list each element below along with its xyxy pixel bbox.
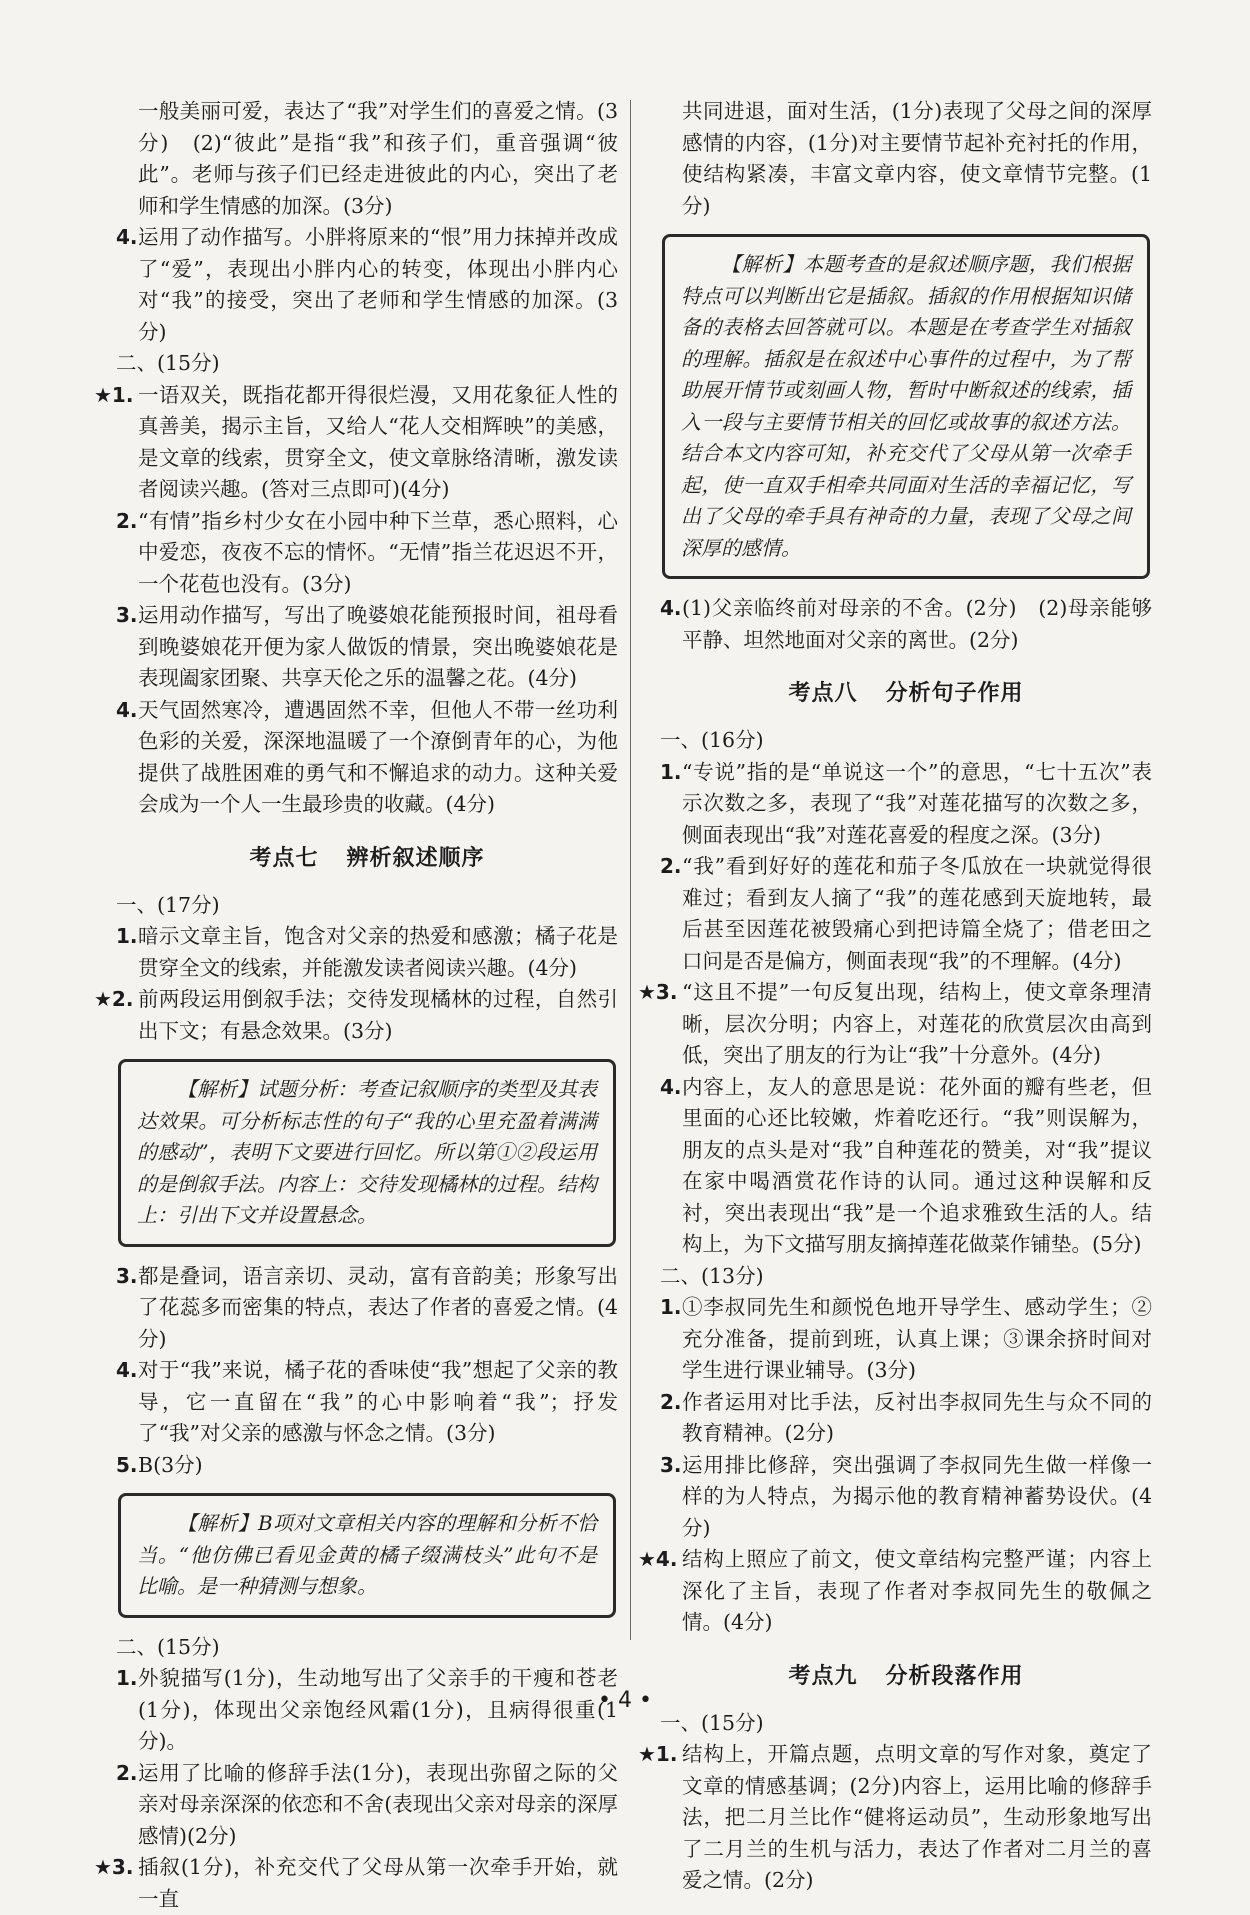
list-item: ★1. 结构上，开篇点题，点明文章的写作对象，奠定了文章的情感基调；(2分)内容上，运用比喻的修辞手法，把二月兰比作“健将运动员”，生动形象地写出了二月兰的生机与活力，表达了作者对二月兰的喜爱之情。(2分)	[638, 1742, 1152, 1892]
section-heading-7: 考点七 辨析叙述顺序	[249, 845, 485, 871]
list-item: 2. “有情”指乡村少女在小园中种下兰草，悉心照料，心中爱恋，夜夜不忘的情怀。“无情”指兰花迟迟不开，一个花苞也没有。(3分)	[116, 508, 618, 596]
section-heading-8: 考点八 分析句子作用	[788, 681, 1024, 706]
analysis-box: 【解析】试题分析：考查记叙顺序的类型及其表达效果。可分析标志性的句子“我的心里充盈着满满的感动”，表明下文要进行回忆。所以第①②段运用的是倒叙手法。内容上：交待发现橘林的过程。结构上：引出下文并设置悬念。	[118, 1059, 616, 1247]
list-item: ★4. 结构上照应了前文，使文章结构完整严谨；内容上深化了主旨，表现了作者对李叔同先生的敬佩之情。(4分)	[638, 1547, 1152, 1634]
continued-paragraph: 共同进退，面对生活，(1分)表现了父母之间的深厚感情的内容，(1分)对主要情节起补充衬托的作用，使结构紧凑，丰富文章内容，使文章情节完整。(1分)	[682, 99, 1152, 218]
section-heading-9: 考点九 分析段落作用	[788, 1663, 1024, 1689]
list-item: ★1. 一语双关，既指花都开得很烂漫，又用花象征人性的真善美，揭示主旨，又给人“花人交相辉映”的美感，是文章的线索，贯穿全文，使文章脉络清晰，激发读者阅读兴趣。(答对三点即可)(4分)	[94, 382, 618, 501]
list-item: 5. B(3分)	[116, 1452, 203, 1477]
column-divider	[630, 100, 631, 1640]
list-item: 2. 运用了比喻的修辞手法(1分)，表现出弥留之际的父亲对母亲深深的依恋和不舍(表现出父亲对母亲的深厚感情)(2分)	[116, 1760, 618, 1848]
list-item: ★3. 插叙(1分)，补充交代了父母从第一次牵手开始，就一直	[94, 1855, 618, 1911]
list-item: 1. 外貌描写(1分)，生动地写出了父亲手的干瘦和苍老(1分)，体现出父亲饱经风霜(1分)，且病得很重(1分)。	[116, 1666, 618, 1753]
right-column	[638, 96, 1152, 1897]
left-column	[94, 96, 618, 1915]
part-header: 二、(15分)	[116, 1634, 220, 1659]
page-number: • 4 •	[598, 1688, 652, 1713]
list-item: ★2. 前两段运用倒叙手法；交待发现橘林的过程，自然引出下文；有悬念效果。(3分)	[94, 987, 618, 1043]
intro-paragraph: 一般美丽可爱，表达了“我”对学生们的喜爱之情。(3分) (2)“彼此”是指“我”和孩子们，重音强调“彼此”。老师与孩子们已经走进彼此的内心，突出了老师和学生情感的加深。(3分)	[138, 99, 618, 218]
part-header: 一、(17分)	[116, 892, 220, 917]
list-item: 1. ①李叔同先生和颜悦色地开导学生、感动学生；②充分准备，提前到班，认真上课；③课余挤时间对学生进行课业辅导。(3分)	[660, 1295, 1152, 1382]
list-item: 3. 运用动作描写，写出了晚婆娘花能预报时间，祖母看到晚婆娘花开便为家人做饭的情景，突出晚婆娘花是表现阖家团聚、共享天伦之乐的温馨之花。(4分)	[116, 603, 618, 690]
list-item: 3. 都是叠词，语言亲切、灵动，富有音韵美；形象写出了花蕊多而密集的特点，表达了作者的喜爱之情。(4分)	[116, 1263, 618, 1351]
analysis-box: 【解析】本题考查的是叙述顺序题，我们根据特点可以判断出它是插叙。插叙的作用根据知识储备的表格去回答就可以。本题是在考查学生对插叙的理解。插叙是在叙述中心事件的过程中，为了帮助展开情节或刻画人物，暂时中断叙述的线索，插入一段与主要情节相关的回忆或故事的叙述方法。结合本文内容可知，补充交代了父母从第一次牵手起，使一直双手相牵共同面对生活的幸福记忆，写出了父母的牵手具有神奇的力量，表现了父母之间深厚的感情。	[662, 234, 1150, 579]
list-item: ★3. “这且不提”一句反复出现，结构上，使文章条理清晰，层次分明；内容上，对莲花的欣赏层次由高到低，突出了朋友的行为让“我”十分意外。(4分)	[638, 980, 1152, 1067]
list-item: 1. “专说”指的是“单说这一个”的意思，“七十五次”表示次数之多，表现了“我”对莲花描写的次数之多，侧面表现出“我”对莲花喜爱的程度之深。(3分)	[660, 759, 1152, 847]
list-item: 4. 对于“我”来说，橘子花的香味使“我”想起了父亲的教导，它一直留在“我”的心中影响着“我”；抒发了“我”对父亲的感激与怀念之情。(3分)	[116, 1358, 618, 1445]
part-header: 二、(15分)	[116, 351, 220, 375]
part-header: 一、(15分)	[660, 1710, 764, 1735]
list-item: 2. “我”看到好好的莲花和茄子冬瓜放在一块就觉得很难过；看到友人摘了“我”的莲花感到天旋地转，最后甚至因莲花被毁痛心到把诗篇全烧了；借老田之口问是否是偏方，侧面表现“我”的不理解。(4分)	[660, 854, 1152, 973]
part-header: 二、(13分)	[660, 1263, 764, 1288]
list-item: 2. 作者运用对比手法，反衬出李叔同先生与众不同的教育精神。(2分)	[660, 1389, 1152, 1445]
part-header: 一、(16分)	[660, 728, 764, 752]
list-item: 4. 运用了动作描写。小胖将原来的“恨”用力抹掉并改成了“爱”，表现出小胖内心的转变，体现出小胖内心对“我”的接受，突出了老师和学生情感的加深。(3分)	[116, 225, 618, 344]
list-item: 1. 暗示文章主旨，饱含对父亲的热爱和感激；橘子花是贯穿全文的线索，并能激发读者阅读兴趣。(4分)	[116, 924, 618, 980]
list-item: 4. (1)父亲临终前对母亲的不舍。(2分) (2)母亲能够平静、坦然地面对父亲的离世。(2分)	[660, 596, 1152, 652]
analysis-box: 【解析】B项对文章相关内容的理解和分析不恰当。“他仿佛已看见金黄的橘子缀满枝头”此句不是比喻。是一种猜测与想象。	[118, 1493, 616, 1618]
list-item: 3. 运用排比修辞，突出强调了李叔同先生做一样像一样的为人特点，为揭示他的教育精神蓄势设伏。(4分)	[660, 1452, 1152, 1540]
list-item: 4. 内容上，友人的意思是说：花外面的瓣有些老，但里面的心还比较嫩，炸着吃还行。“我”则误解为，朋友的点头是对“我”自种莲花的赞美，对“我”提议在家中喝酒赏花作诗的认同。通过这种误解和反衬，突出表现出“我”是一个追求雅致生活的人。结构上，为下文描写朋友摘掉莲花做菜作铺垫。(5分)	[660, 1074, 1152, 1256]
list-item: 4. 天气固然寒冷，遭遇固然不幸，但他人不带一丝功利色彩的关爱，深深地温暖了一个潦倒青年的心，为他提供了战胜困难的勇气和不懈追求的动力。这种关爱会成为一个人一生最珍贵的收藏。(4分)	[116, 697, 618, 816]
